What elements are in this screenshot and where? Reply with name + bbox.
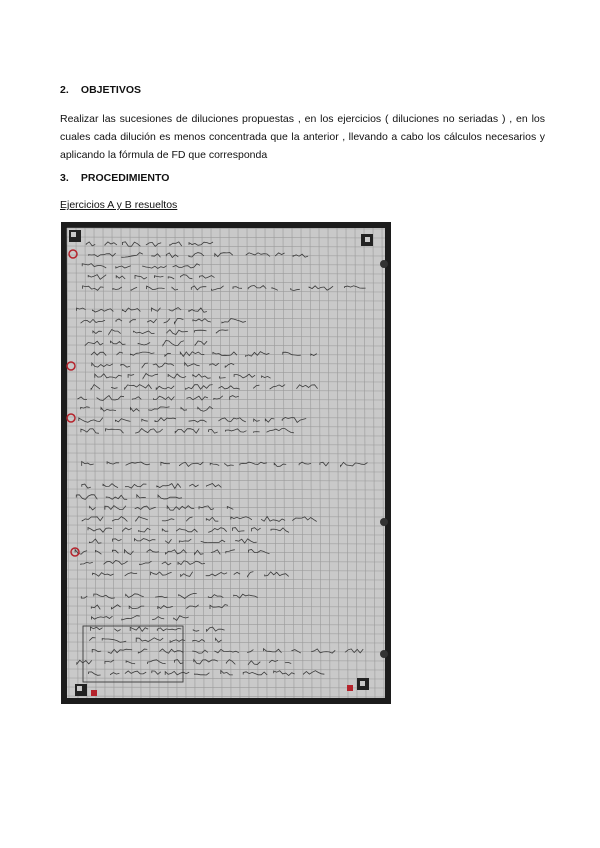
section-title: OBJETIVOS	[80, 84, 142, 96]
handwritten-notes-photo	[61, 222, 391, 704]
red-marker	[91, 690, 97, 696]
section-number: 2.	[60, 84, 69, 96]
notes-image	[61, 222, 391, 704]
section-heading-procedimiento	[60, 172, 169, 184]
binder-hole	[380, 260, 388, 268]
subheading-ejercicios: Ejercicios A y B resueltos	[60, 199, 178, 211]
binder-hole	[380, 650, 388, 658]
objetivos-paragraph: Realizar las sucesiones de diluciones propuestas , en los ejercicios ( diluciones no seriadas ) , en los cuales cada dilución es menos concentrada que la anterior , llevando a cabo los cálculos necesarios y aplicando la fórmula de FD que corresponda	[60, 113, 545, 161]
red-marker	[347, 685, 353, 691]
section-title: PROCEDIMIENTO	[80, 172, 170, 184]
binder-hole	[380, 518, 388, 526]
section-heading-objetivos	[60, 84, 141, 96]
section-number: 3.	[60, 172, 69, 184]
